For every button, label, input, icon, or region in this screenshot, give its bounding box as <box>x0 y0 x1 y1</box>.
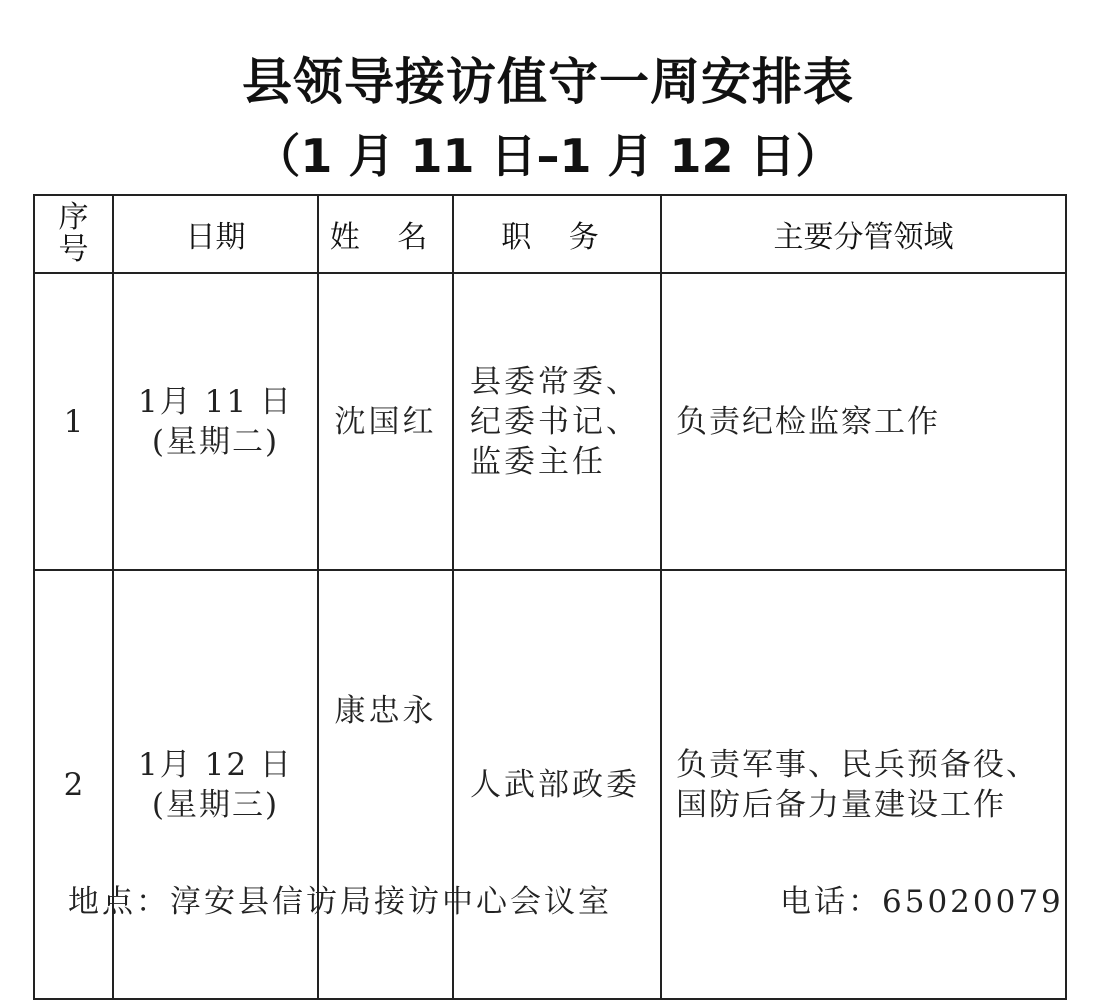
row-position <box>453 570 661 999</box>
row-name: 康忠永 <box>318 570 453 999</box>
row-date <box>113 273 318 570</box>
row-date-line2: (星期二) <box>151 423 280 460</box>
document-subtitle: （1 月 11 日–1 月 12 日） <box>254 129 842 183</box>
row-position-line: 监委主任 <box>470 443 606 480</box>
row-position <box>453 273 661 570</box>
header-seq <box>34 195 113 273</box>
row-position-line: 纪委书记、 <box>470 403 640 440</box>
row-area-line: 负责军事、民兵预备役、 <box>676 746 1039 783</box>
header-seq-line2: 号 <box>58 232 89 267</box>
document-title: 县领导接访值守一周安排表 <box>242 53 854 111</box>
row-area-line: 国防后备力量建设工作 <box>676 786 1006 823</box>
header-date: 日期 <box>113 195 318 273</box>
row-date-line1: 1月 11 日 <box>138 383 293 420</box>
row-area <box>661 570 1066 999</box>
footer-location: 地点：淳安县信访局接访中心会议室 <box>68 884 612 920</box>
header-position: 职 务 <box>453 195 661 273</box>
row-area <box>661 273 1066 570</box>
table-row <box>34 570 1066 999</box>
row-name: 沈国红 <box>318 273 453 570</box>
header-area: 主要分管领域 <box>661 195 1066 273</box>
footer-phone: 电话：65020079 <box>780 884 1064 920</box>
header-name: 姓 名 <box>318 195 453 273</box>
row-date <box>113 570 318 999</box>
header-seq-line1: 序 <box>58 200 89 235</box>
row-date-line1: 1月 12 日 <box>138 746 293 783</box>
table-row <box>34 273 1066 570</box>
row-position-line: 县委常委、 <box>470 363 640 400</box>
row-date-line2: (星期三) <box>151 786 280 823</box>
row-seq: 1 <box>34 273 113 570</box>
row-area-line: 负责纪检监察工作 <box>676 403 940 440</box>
table-header-row <box>34 195 1066 273</box>
row-position-line: 人武部政委 <box>470 766 640 803</box>
row-seq: 2 <box>34 570 113 999</box>
